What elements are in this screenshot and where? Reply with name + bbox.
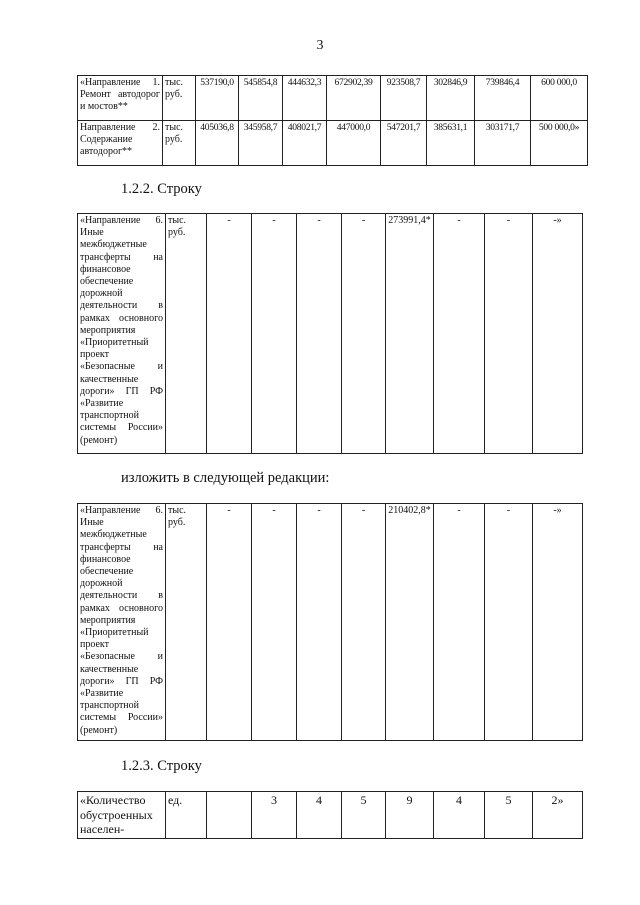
value-cell: 923508,7 [381, 76, 427, 121]
table-row [78, 792, 583, 839]
value-cell: 444632,3 [283, 76, 327, 121]
value-cell: 537190,0 [196, 76, 239, 121]
value-cell: -» [533, 504, 583, 741]
row-name: «Направление 6. Иные межбюджетные трансферты на финансовое обеспечение дорожной деятельности в рамках основного мероприятия «Приоритетный проект «Безопасные и качественные дороги» ГП РФ «Развитие транспортной системы России» (ремонт) [78, 504, 166, 741]
value-cell: 345958,7 [239, 121, 283, 166]
row-unit: тыс. руб. [166, 504, 207, 741]
row-name: «Количество обустроенных населен- [78, 792, 166, 839]
value-cell: 408021,7 [283, 121, 327, 166]
value-cell: 3 [252, 792, 297, 839]
value-cell: 302846,9 [427, 76, 475, 121]
value-cell: - [297, 214, 342, 454]
value-cell: -» [533, 214, 583, 454]
page-number: 3 [316, 38, 324, 53]
value-cell: 2» [533, 792, 583, 839]
value-cell: 5 [342, 792, 386, 839]
value-cell: 385631,1 [427, 121, 475, 166]
value-cell: - [434, 214, 485, 454]
section-heading-1-2-3: 1.2.3. Строку [121, 758, 202, 774]
row-name: Направление 2. Содержание автодорог** [78, 121, 163, 166]
value-cell: - [297, 504, 342, 741]
value-cell: - [342, 214, 386, 454]
settlements-count-table [77, 791, 583, 839]
row-unit: тыс. руб. [163, 121, 196, 166]
value-cell: - [252, 504, 297, 741]
row-unit: тыс. руб. [163, 76, 196, 121]
value-cell: 9 [386, 792, 434, 839]
section-heading-1-2-2: 1.2.2. Строку [121, 181, 202, 197]
value-cell: - [342, 504, 386, 741]
value-cell: - [485, 504, 533, 741]
value-cell: 672902,39 [327, 76, 381, 121]
value-cell: 447000,0 [327, 121, 381, 166]
table-row [78, 214, 583, 454]
value-cell: 273991,4* [386, 214, 434, 454]
value-cell: 545854,8 [239, 76, 283, 121]
table-row [78, 76, 588, 121]
value-cell: - [207, 504, 252, 741]
row-name: «Направление 1. Ремонт автодорог и мостов** [78, 76, 163, 121]
value-cell: 303171,7 [475, 121, 531, 166]
value-cell: - [485, 214, 533, 454]
table-row [78, 121, 588, 166]
funding-table-directions-1-2 [77, 75, 588, 166]
row-unit: тыс. руб. [166, 214, 207, 454]
value-cell: 4 [434, 792, 485, 839]
value-cell: 4 [297, 792, 342, 839]
value-cell: - [434, 504, 485, 741]
value-cell: 600 000,0 [531, 76, 588, 121]
value-cell: 210402,8* [386, 504, 434, 741]
value-cell [207, 792, 252, 839]
direction-6-new-table [77, 503, 583, 741]
value-cell: 547201,7 [381, 121, 427, 166]
value-cell: 500 000,0» [531, 121, 588, 166]
value-cell: 5 [485, 792, 533, 839]
row-name: «Направление 6. Иные межбюджетные трансферты на финансовое обеспечение дорожной деятельности в рамках основного мероприятия «Приоритетный проект «Безопасные и качественные дороги» ГП РФ «Развитие транспортной системы России» (ремонт) [78, 214, 166, 454]
value-cell: 739846,4 [475, 76, 531, 121]
value-cell: - [252, 214, 297, 454]
value-cell: - [207, 214, 252, 454]
table-row [78, 504, 583, 741]
value-cell: 405036,8 [196, 121, 239, 166]
direction-6-old-table [77, 213, 583, 454]
section-instruction: изложить в следующей редакции: [121, 470, 330, 486]
row-unit: ед. [166, 792, 207, 839]
